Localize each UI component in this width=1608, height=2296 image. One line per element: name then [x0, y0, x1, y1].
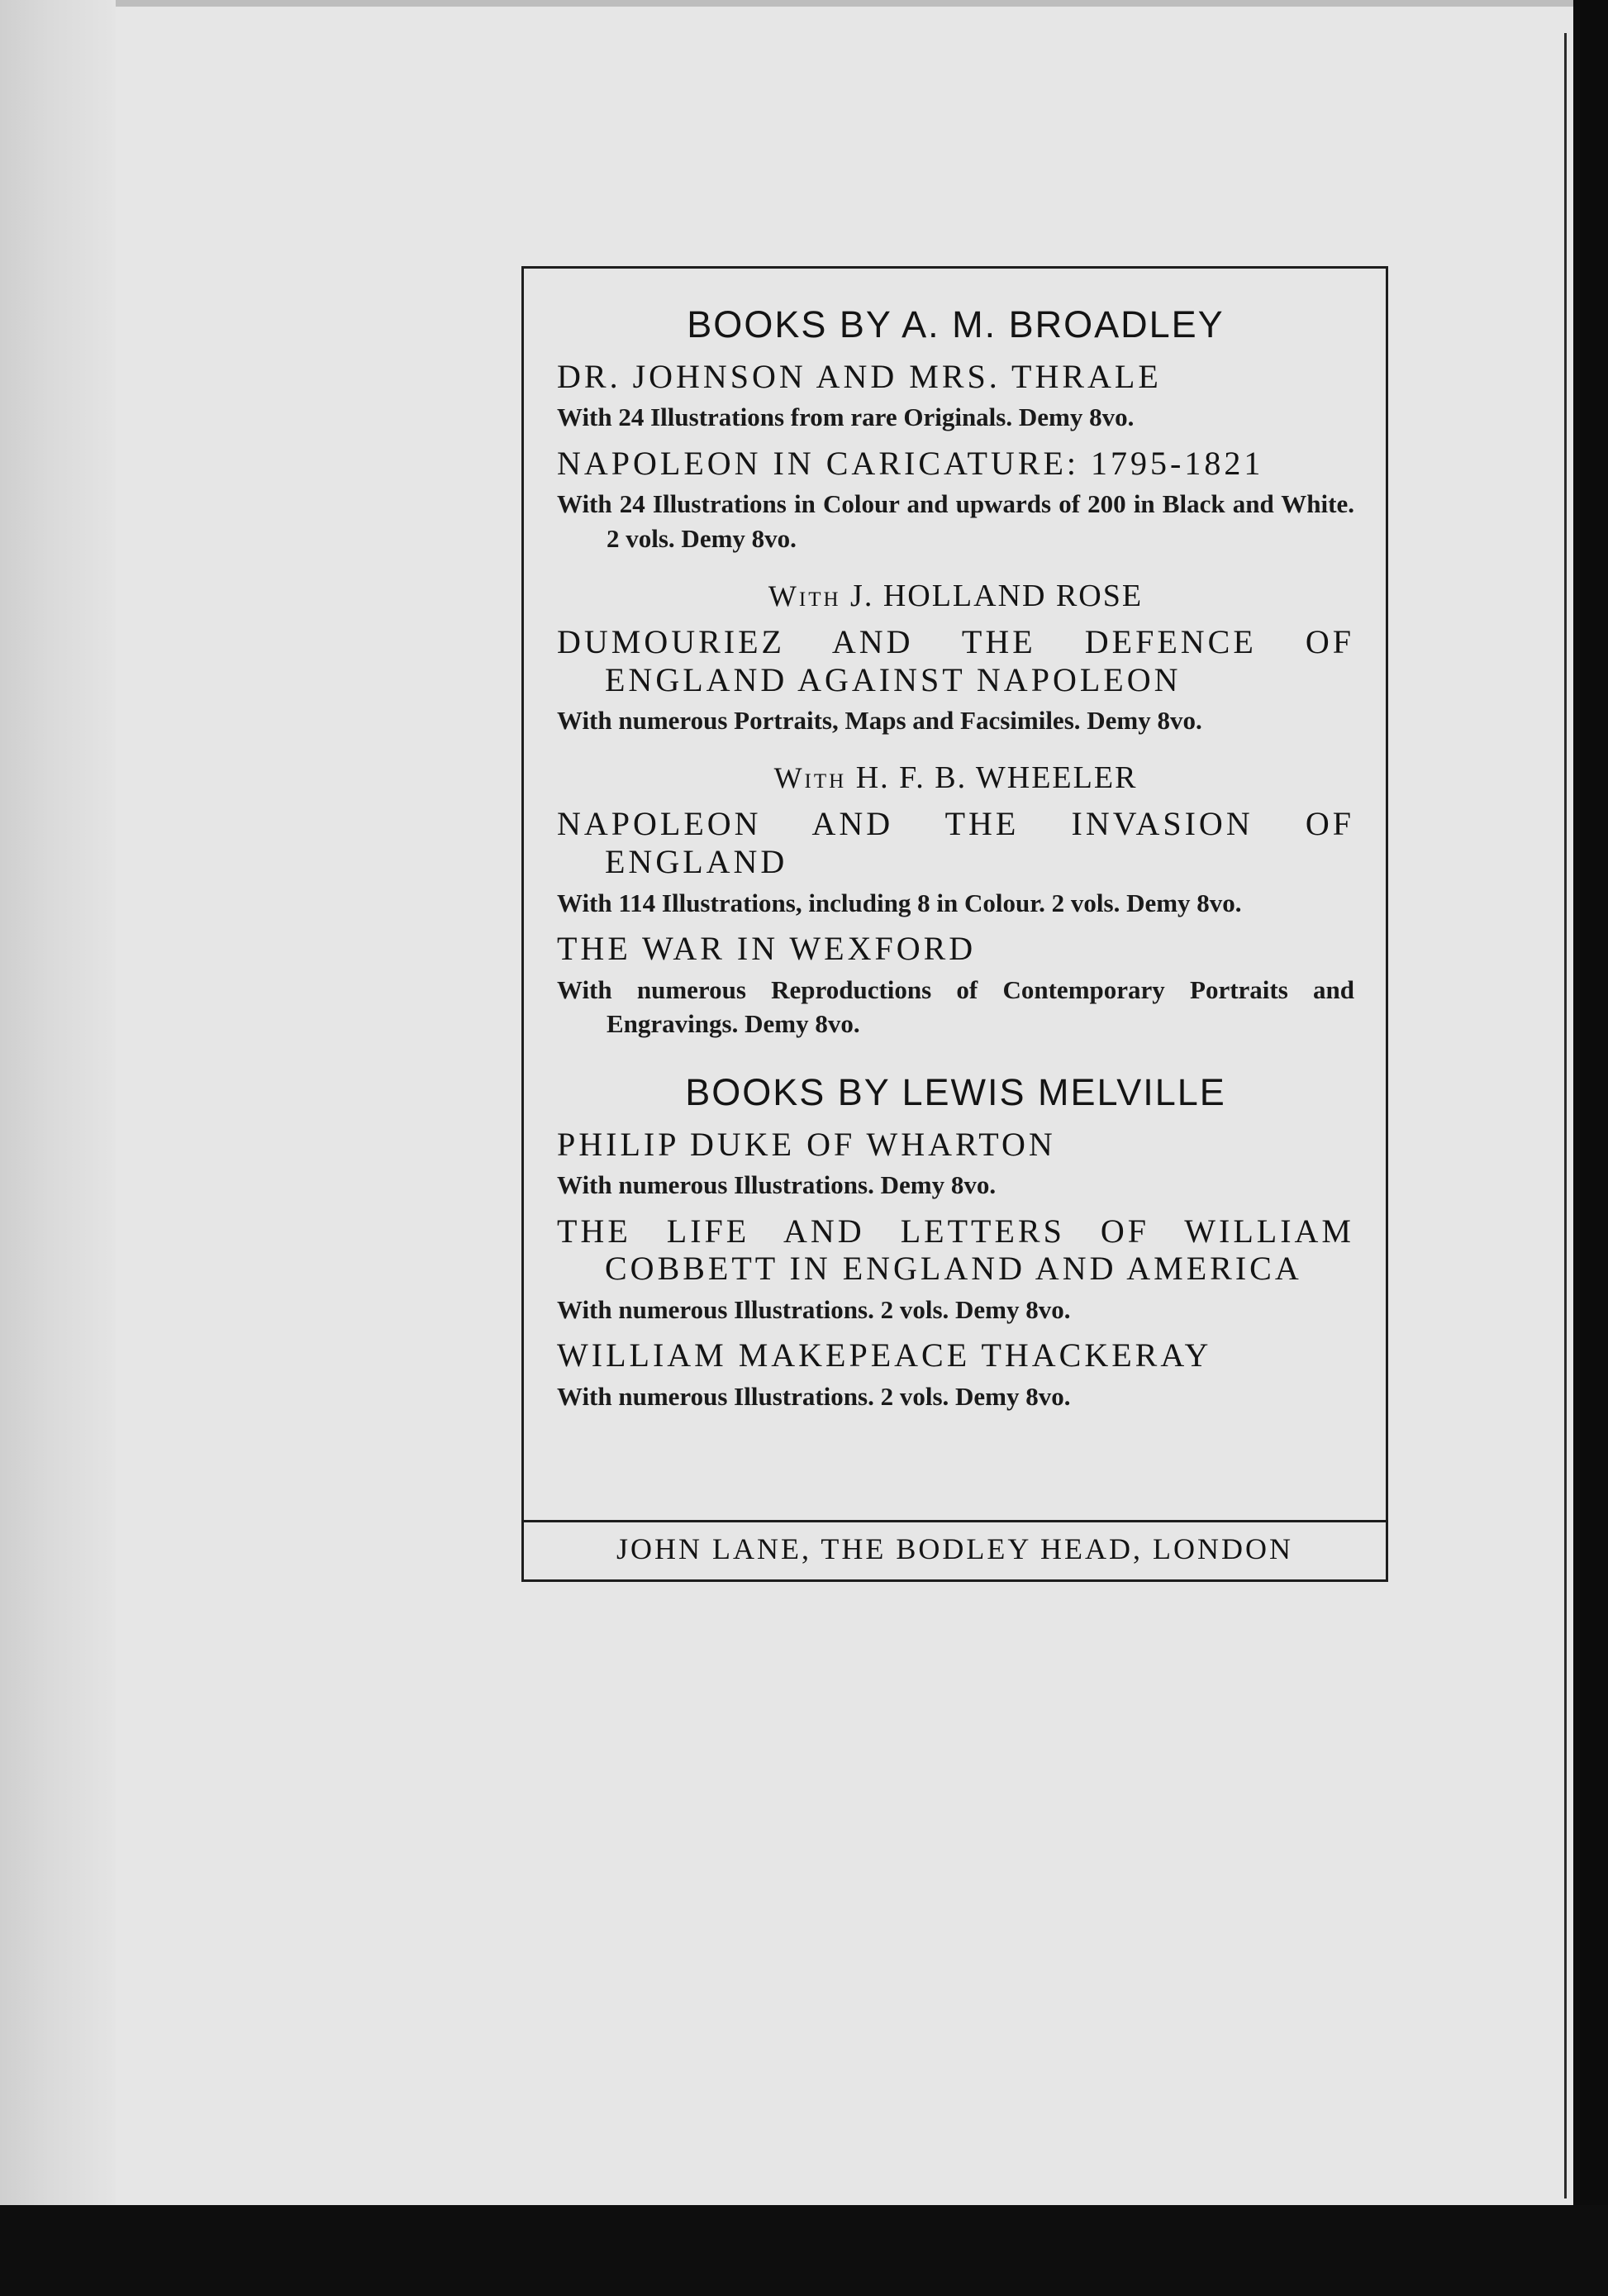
page-right-edge [1564, 33, 1567, 2198]
book-description: With numerous Illustrations. 2 vols. Demy 8vo. [557, 1382, 1071, 1411]
book-title: NAPOLEON AND THE INVASION OF ENGLAND [557, 805, 1354, 881]
collaborator-heading [557, 760, 1354, 798]
book-title: THE LIFE AND LETTERS OF WILLIAM COBBETT IN ENGLAND AND AMERICA [557, 1212, 1354, 1288]
collaborator-name: H. F. B. WHEELER [855, 760, 1138, 795]
publisher-advertisement-box [521, 266, 1388, 1582]
book-description: With numerous Illustrations. 2 vols. Demy 8vo. [557, 1294, 1071, 1324]
scan-dark-border-bottom [0, 2205, 1608, 2296]
with-word: With [768, 579, 841, 612]
book-title: THE WAR IN WEXFORD [557, 930, 977, 968]
section-heading-broadley: BOOKS BY A. M. BROADLEY [687, 303, 1225, 345]
book-title: NAPOLEON IN CARICATURE: 1795-1821 [557, 444, 1264, 482]
book-title: PHILIP DUKE OF WHARTON [557, 1125, 1056, 1163]
book-description: With 24 Illustrations in Colour and upwards of 200 in Black and White. 2 vols. Demy 8vo. [557, 489, 1354, 553]
publisher-imprint: JOHN LANE, THE BODLEY HEAD, LONDON [616, 1532, 1293, 1565]
scan-dark-border-right [1573, 0, 1608, 2296]
book-description: With numerous Reproductions of Contemporary Portraits and Engravings. Demy 8vo. [557, 974, 1354, 1039]
book-description: With 24 Illustrations from rare Originals. Demy 8vo. [557, 403, 1135, 432]
collaborator-name: J. HOLLAND ROSE [850, 578, 1144, 613]
page-gutter-shadow [0, 0, 116, 2296]
book-title: WILLIAM MAKEPEACE THACKERAY [557, 1336, 1212, 1374]
footer-divider [521, 1520, 1388, 1522]
advertisement-content [557, 303, 1354, 1424]
book-title: DUMOURIEZ AND THE DEFENCE OF ENGLAND AGAINST NAPOLEON [557, 623, 1354, 698]
book-description: With 114 Illustrations, including 8 in Colour. 2 vols. Demy 8vo. [557, 888, 1242, 917]
book-title: DR. JOHNSON AND MRS. THRALE [557, 357, 1162, 395]
page-top-edge [0, 0, 1608, 7]
book-description: With numerous Portraits, Maps and Facsimiles. Demy 8vo. [557, 706, 1202, 736]
section-heading-melville: BOOKS BY LEWIS MELVILLE [685, 1070, 1226, 1113]
collaborator-heading [557, 578, 1354, 616]
book-description: With numerous Illustrations. Demy 8vo. [557, 1170, 997, 1200]
with-word: With [773, 760, 847, 794]
